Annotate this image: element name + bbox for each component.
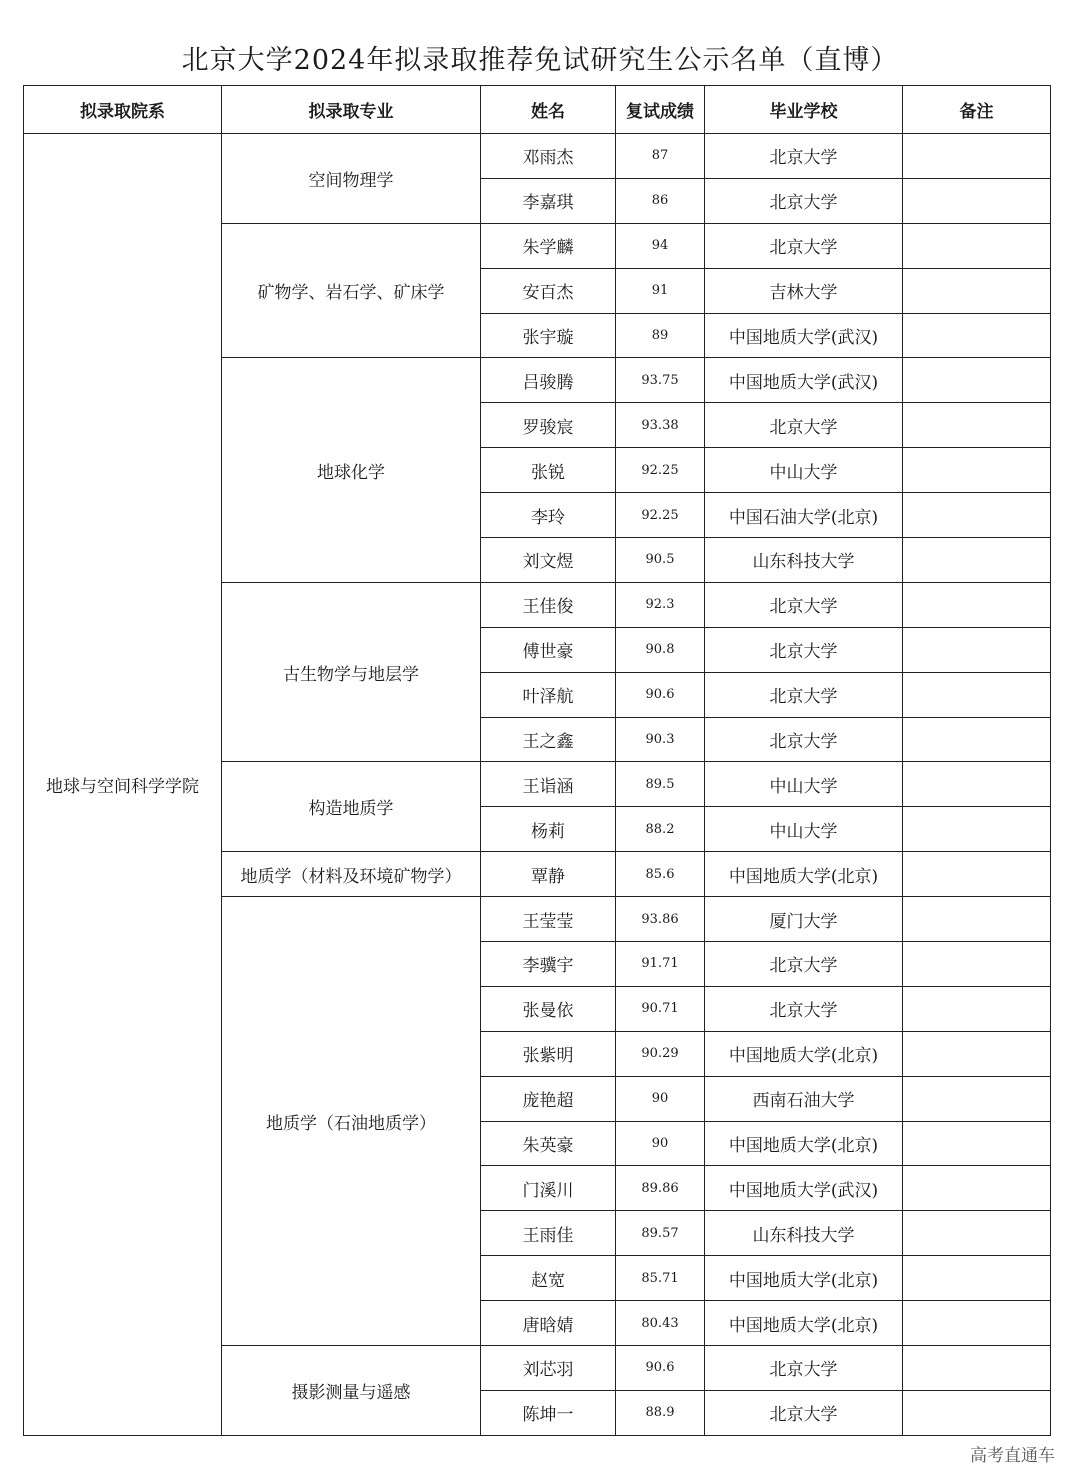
name-cell: 李骥宇 [481,942,616,987]
note-cell [903,223,1051,268]
note-cell [903,762,1051,807]
school-cell: 厦门大学 [705,897,903,942]
header-name: 姓名 [481,86,616,134]
note-cell [903,403,1051,448]
score-cell: 92.25 [616,493,705,538]
score-cell: 90.71 [616,986,705,1031]
page-title: 北京大学2024年拟录取推荐免试研究生公示名单（直博） [181,45,899,76]
note-cell [903,358,1051,403]
school-cell: 中国地质大学(北京) [705,1256,903,1301]
header-school: 毕业学校 [705,86,903,134]
note-cell [903,493,1051,538]
table-row [24,134,1051,179]
name-cell: 朱英豪 [481,1121,616,1166]
school-cell: 中国地质大学(北京) [705,1031,903,1076]
major-cell: 构造地质学 [222,762,481,852]
score-cell: 90.6 [616,1346,705,1391]
score-cell: 88.2 [616,807,705,852]
school-cell: 中国地质大学(北京) [705,852,903,897]
name-cell: 刘芯羽 [481,1346,616,1391]
note-cell [903,1256,1051,1301]
note-cell [903,1390,1051,1435]
note-cell [903,1031,1051,1076]
score-cell: 88.9 [616,1390,705,1435]
score-cell: 92.25 [616,448,705,493]
score-cell: 90 [616,1076,705,1121]
major-cell: 地质学（石油地质学） [222,897,481,1346]
name-cell: 王之鑫 [481,717,616,762]
score-cell: 94 [616,223,705,268]
school-cell: 山东科技大学 [705,538,903,583]
header-major: 拟录取专业 [222,86,481,134]
note-cell [903,986,1051,1031]
score-cell: 90.5 [616,538,705,583]
name-cell: 罗骏宸 [481,403,616,448]
note-cell [903,1166,1051,1211]
score-cell: 85.71 [616,1256,705,1301]
note-cell [903,582,1051,627]
department-cell: 地球与空间科学学院 [24,134,222,1436]
note-cell [903,807,1051,852]
name-cell: 张宇璇 [481,313,616,358]
name-cell: 刘文煜 [481,538,616,583]
score-cell: 89.5 [616,762,705,807]
school-cell: 北京大学 [705,672,903,717]
name-cell: 吕骏腾 [481,358,616,403]
name-cell: 门溪川 [481,1166,616,1211]
score-cell: 89.86 [616,1166,705,1211]
school-cell: 北京大学 [705,942,903,987]
note-cell [903,717,1051,762]
score-cell: 90 [616,1121,705,1166]
school-cell: 中国地质大学(武汉) [705,1166,903,1211]
name-cell: 覃静 [481,852,616,897]
school-cell: 北京大学 [705,223,903,268]
score-cell: 90.29 [616,1031,705,1076]
name-cell: 安百杰 [481,268,616,313]
score-cell: 91.71 [616,942,705,987]
name-cell: 张锐 [481,448,616,493]
school-cell: 北京大学 [705,403,903,448]
note-cell [903,942,1051,987]
name-cell: 王莹莹 [481,897,616,942]
note-cell [903,1211,1051,1256]
name-cell: 唐晗婧 [481,1301,616,1346]
score-cell: 90.3 [616,717,705,762]
school-cell: 北京大学 [705,627,903,672]
major-cell: 空间物理学 [222,134,481,224]
score-cell: 93.38 [616,403,705,448]
school-cell: 中国地质大学(北京) [705,1301,903,1346]
score-cell: 80.43 [616,1301,705,1346]
major-cell: 摄影测量与遥感 [222,1346,481,1436]
note-cell [903,852,1051,897]
note-cell [903,448,1051,493]
header-dept: 拟录取院系 [24,86,222,134]
school-cell: 山东科技大学 [705,1211,903,1256]
name-cell: 傅世豪 [481,627,616,672]
note-cell [903,897,1051,942]
note-cell [903,313,1051,358]
major-cell: 地球化学 [222,358,481,582]
note-cell [903,1301,1051,1346]
school-cell: 北京大学 [705,134,903,179]
header-note: 备注 [903,86,1051,134]
score-cell: 90.8 [616,627,705,672]
name-cell: 王佳俊 [481,582,616,627]
note-cell [903,268,1051,313]
school-cell: 西南石油大学 [705,1076,903,1121]
major-cell: 古生物学与地层学 [222,582,481,762]
note-cell [903,178,1051,223]
school-cell: 北京大学 [705,986,903,1031]
school-cell: 中国地质大学(武汉) [705,313,903,358]
name-cell: 庞艳超 [481,1076,616,1121]
school-cell: 中山大学 [705,448,903,493]
school-cell: 中山大学 [705,807,903,852]
name-cell: 张紫明 [481,1031,616,1076]
score-cell: 92.3 [616,582,705,627]
name-cell: 李玲 [481,493,616,538]
name-cell: 李嘉琪 [481,178,616,223]
score-cell: 87 [616,134,705,179]
name-cell: 朱学麟 [481,223,616,268]
name-cell: 王诣涵 [481,762,616,807]
name-cell: 杨莉 [481,807,616,852]
note-cell [903,627,1051,672]
header-score: 复试成绩 [616,86,705,134]
school-cell: 北京大学 [705,717,903,762]
name-cell: 张曼依 [481,986,616,1031]
school-cell: 北京大学 [705,1346,903,1391]
name-cell: 赵宽 [481,1256,616,1301]
score-cell: 93.86 [616,897,705,942]
school-cell: 中国地质大学(武汉) [705,358,903,403]
score-cell: 93.75 [616,358,705,403]
school-cell: 北京大学 [705,582,903,627]
school-cell: 北京大学 [705,178,903,223]
score-cell: 90.6 [616,672,705,717]
name-cell: 王雨佳 [481,1211,616,1256]
admission-table [23,85,1051,1436]
name-cell: 陈坤一 [481,1390,616,1435]
score-cell: 86 [616,178,705,223]
name-cell: 叶泽航 [481,672,616,717]
note-cell [903,1076,1051,1121]
school-cell: 北京大学 [705,1390,903,1435]
school-cell: 吉林大学 [705,268,903,313]
watermark: 高考直通车 [970,1446,1055,1466]
note-cell [903,1346,1051,1391]
note-cell [903,1121,1051,1166]
major-cell: 地质学（材料及环境矿物学） [222,852,481,897]
score-cell: 91 [616,268,705,313]
score-cell: 89.57 [616,1211,705,1256]
school-cell: 中山大学 [705,762,903,807]
note-cell [903,134,1051,179]
score-cell: 89 [616,313,705,358]
score-cell: 85.6 [616,852,705,897]
school-cell: 中国石油大学(北京) [705,493,903,538]
table-header-row [24,86,1051,134]
note-cell [903,538,1051,583]
name-cell: 邓雨杰 [481,134,616,179]
school-cell: 中国地质大学(北京) [705,1121,903,1166]
major-cell: 矿物学、岩石学、矿床学 [222,223,481,358]
table-body [24,134,1051,1436]
note-cell [903,672,1051,717]
